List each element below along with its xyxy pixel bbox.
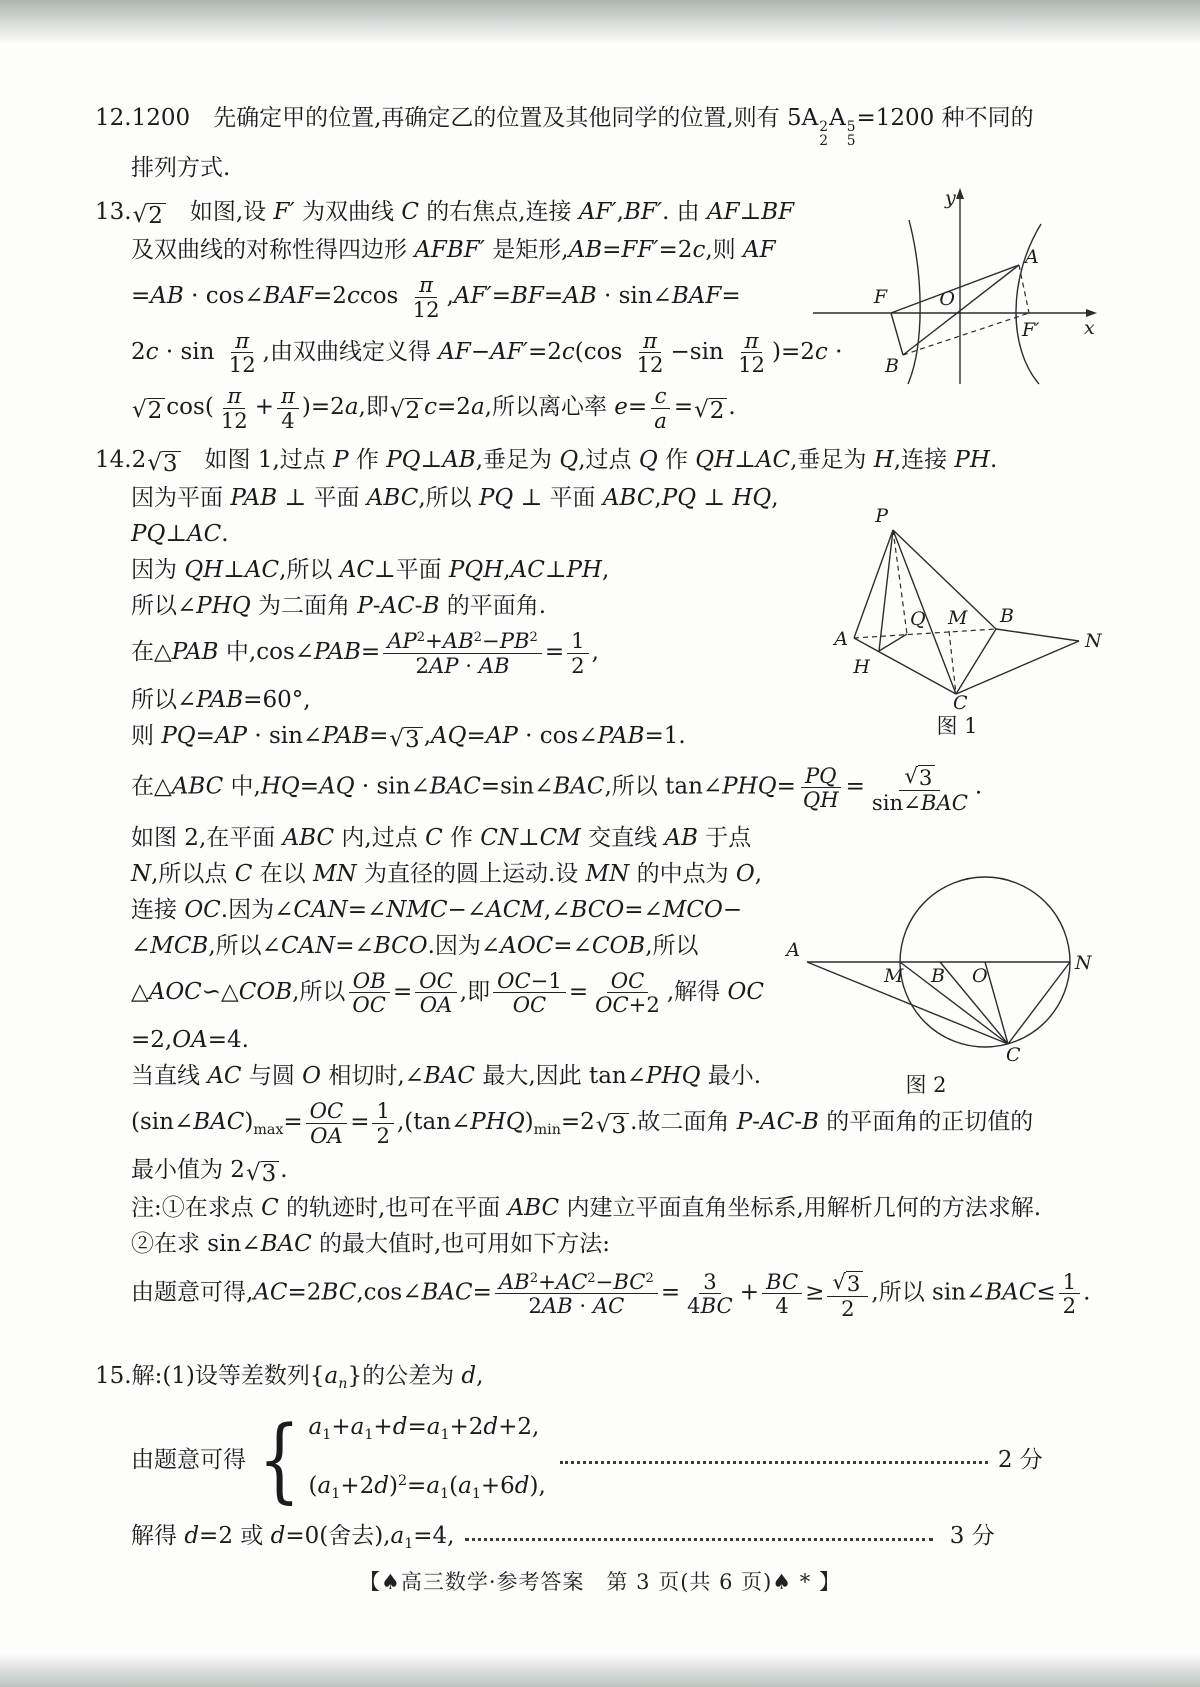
segment-PQ-dashed bbox=[893, 530, 907, 634]
fig2-label-C: C bbox=[1006, 1044, 1021, 1066]
answer-line-p14-l17: $(\sin\angle BAC)_{max}=$ $\frac{OC}{OA}$ = $\frac{1}{2}$ $,(\tan\angle PHQ)_{min}=2$ √ 3 .故二面角 P-AC-B 的平面角的正切值的 bbox=[131, 1097, 1034, 1148]
segment-BN bbox=[996, 629, 1079, 641]
segment-OC bbox=[985, 962, 1008, 1044]
segment-AB-dashed bbox=[854, 629, 996, 638]
hyperbola-left-branch bbox=[908, 220, 920, 384]
answer-line-p14-l8: 则 PQ=AP · sin∠PAB= √ 3 ,AQ=AP · cos∠PAB=1. bbox=[131, 723, 686, 754]
hyperbola-drawing bbox=[805, 186, 1100, 386]
page-footer: 【♠高三数学·参考答案 第 3 页(共 6 页)♠ * 】 bbox=[359, 1570, 841, 1594]
fig2-label-B: B bbox=[931, 965, 945, 987]
answer-line-p14-l18: 最小值为 2 √ 3 . bbox=[131, 1157, 288, 1188]
answer-line-p14-l6: 在△PAB 中,cos∠PAB= $\frac{AP^2+AB^2-PB^2}{2AP \cdot AB}$ = $\frac{1}{2}$ , bbox=[131, 628, 599, 678]
segment-CB bbox=[956, 629, 996, 694]
figure-2-drawing bbox=[738, 795, 1118, 1067]
hyperbola-label-x: x bbox=[1084, 317, 1095, 339]
answer-line-p13-l2: 及双曲线的对称性得四边形 AFBF′ 是矩形,AB=FF′=2c,则 AF bbox=[131, 237, 776, 264]
fig2-label-A: A bbox=[786, 939, 800, 961]
x-axis-arrow bbox=[1086, 309, 1097, 317]
figure-2-caption: 图 2 bbox=[905, 1073, 947, 1097]
answer-line-p13-l1: 13. √ 2 如图,设 F′ 为双曲线 C 的右焦点,连接 AF′,BF′. 由 AF⊥BF bbox=[95, 199, 795, 230]
answer-line-p14-l3: PQ⊥AC. bbox=[131, 521, 229, 548]
y-axis-arrow bbox=[956, 188, 964, 199]
answer-line-p14-l7: 所以∠PAB=60°, bbox=[131, 687, 311, 714]
hyperbola-label-O: O bbox=[939, 288, 955, 310]
figure-hyperbola bbox=[805, 186, 1100, 386]
answer-line-p14-l5: 所以∠PHQ 为二面角 P-AC-B 的平面角. bbox=[131, 593, 547, 620]
hyperbola-label-A: A bbox=[1025, 246, 1039, 268]
hyperbola-label-F: F bbox=[873, 286, 887, 308]
fig2-label-M: M bbox=[884, 965, 904, 987]
answer-line-p14-l21: 由题意可得,AC=2BC,cos∠BAC= $\frac{AB^2+AC^2-BC^2}{2AB \cdot AC}$ = $\frac{3}{4BC}$ + $\frac{BC}{4}$ ≥ √ 3 2 ,所以 sin∠BAC≤ $\frac{1}{2}$ . bbox=[131, 1268, 1091, 1321]
hyperbola-label-y: y bbox=[945, 187, 956, 209]
fig1-label-M: M bbox=[948, 607, 968, 629]
segment-CN bbox=[956, 641, 1079, 694]
figure-2 bbox=[738, 795, 1118, 1100]
fig1-label-B: B bbox=[1000, 605, 1014, 627]
answer-line-p14-l20: ②在求 sin∠BAC 的最大值时,也可用如下方法: bbox=[131, 1231, 611, 1258]
segment-NC bbox=[1008, 962, 1070, 1044]
answer-line-p14-l12: 连接 OC.因为∠CAN=∠NMC−∠ACM,∠BCO=∠MCO− bbox=[131, 896, 743, 923]
figure-1-drawing bbox=[772, 498, 1107, 710]
fig1-label-A: A bbox=[834, 628, 848, 650]
fig1-label-N: N bbox=[1085, 630, 1102, 652]
answer-line-p12-l2: 排列方式. bbox=[131, 155, 231, 182]
answer-line-p13-l3: =AB · cos∠BAF=2ccos $\frac{\pi}{12}$ ,AF′=BF=AB · sin∠BAF= bbox=[131, 272, 741, 322]
hyperbola-label-F-prime: F′ bbox=[1022, 319, 1040, 341]
answer-line-p14-l4: 因为 QH⊥AC,所以 AC⊥平面 PQH,AC⊥PH, bbox=[131, 557, 610, 584]
answer-line-p12-l1: 12.1200 先确定甲的位置,再确定乙的位置及其他同学的位置,则有 5A 2 2 A 5 5 =1200 种不同的 bbox=[95, 105, 1034, 149]
answer-line-p15-l2: 由题意可得 { $a_1+a_1+d=a_1+2d+2$, $(a_1+2d)^2=a_1(a_1+6d)$, 2 分 bbox=[131, 1406, 1043, 1514]
scan-artifact-top bbox=[0, 0, 1200, 52]
answer-line-p14-l15: =2,OA=4. bbox=[131, 1026, 249, 1053]
figure-1-caption: 图 1 bbox=[936, 714, 978, 738]
answer-line-p14-l10: 如图 2,在平面 ABC 内,过点 C 作 CN⊥CM 交直线 AB 于点 bbox=[131, 824, 752, 851]
fig2-label-N: N bbox=[1075, 952, 1092, 974]
figure-1 bbox=[772, 498, 1107, 743]
scan-artifact-bottom bbox=[0, 1649, 1200, 1687]
segment-PB bbox=[893, 530, 996, 629]
answer-line-p14-l13: ∠MCB,所以∠CAN=∠BCO.因为∠AOC=∠COB,所以 bbox=[131, 932, 699, 959]
hyperbola-label-B: B bbox=[885, 355, 899, 377]
segment-FB bbox=[891, 313, 903, 355]
answer-line-p14-l16: 当直线 AC 与圆 O 相切时,∠BAC 最大,因此 tan∠PHQ 最小. bbox=[131, 1062, 762, 1089]
answer-line-p14-l14: △AOC∽△COB,所以 $\frac{OB}{OC}$ = $\frac{OC}{OA}$ ,即 $\frac{OC-1}{OC}$ = $\frac{OC}{OC+2}$ ,解得 OC bbox=[131, 967, 764, 1018]
answer-line-p13-l5: √ 2 cos( $\frac{\pi}{12}$ + $\frac{\pi}{4}$ )=2a,即 √ 2 c=2a,所以离心率 e= $\frac{c}{a}$ = √ 2 . bbox=[132, 382, 736, 433]
fig1-label-Q: Q bbox=[910, 608, 926, 630]
segment-MC bbox=[900, 962, 1008, 1044]
answer-line-p15-l1: 15.解:(1)设等差数列$\{a_n\}$的公差为 d, bbox=[95, 1363, 484, 1393]
answer-line-p15-l3: 解得 d=2 或 d=0(舍去)$,a_1=4$, 3 分 bbox=[131, 1523, 995, 1553]
answer-line-p14-l19: 注:①在求点 C 的轨迹时,也可在平面 ABC 内建立平面直角坐标系,用解析几何的方法求解. bbox=[131, 1195, 1042, 1222]
fig1-label-P: P bbox=[875, 505, 888, 527]
segment-BFprime-dashed bbox=[903, 313, 1029, 355]
fig1-label-C: C bbox=[953, 692, 968, 710]
answer-line-p14-l2: 因为平面 PAB ⊥ 平面 ABC,所以 PQ ⊥ 平面 ABC,PQ ⊥ HQ, bbox=[131, 485, 779, 512]
answer-line-p14-l1: 14.2 √ 3 如图 1,过点 P 作 PQ⊥AB,垂足为 Q,过点 Q 作 QH⊥AC,垂足为 H,连接 PH. bbox=[95, 447, 998, 478]
answer-line-p14-l9: 在△ABC 中,HQ=AQ · sin∠BAC=sin∠BAC,所以 tan∠PHQ= $\frac{PQ}{QH}$ = √ 3 sin∠BAC . bbox=[131, 762, 983, 815]
fig1-label-H: H bbox=[853, 656, 870, 678]
answer-line-p14-l11: N,所以点 C 在以 MN 为直径的圆上运动.设 MN 的中点为 O, bbox=[131, 860, 763, 887]
fig2-label-O: O bbox=[972, 965, 988, 987]
segment-FA bbox=[891, 265, 1019, 313]
answer-line-p13-l4: 2c · sin $\frac{\pi}{12}$ ,由双曲线定义得 AF−AF′=2c(cos $\frac{\pi}{12}$ −sin $\frac{\pi}{12}$ )=2c · bbox=[131, 327, 843, 378]
